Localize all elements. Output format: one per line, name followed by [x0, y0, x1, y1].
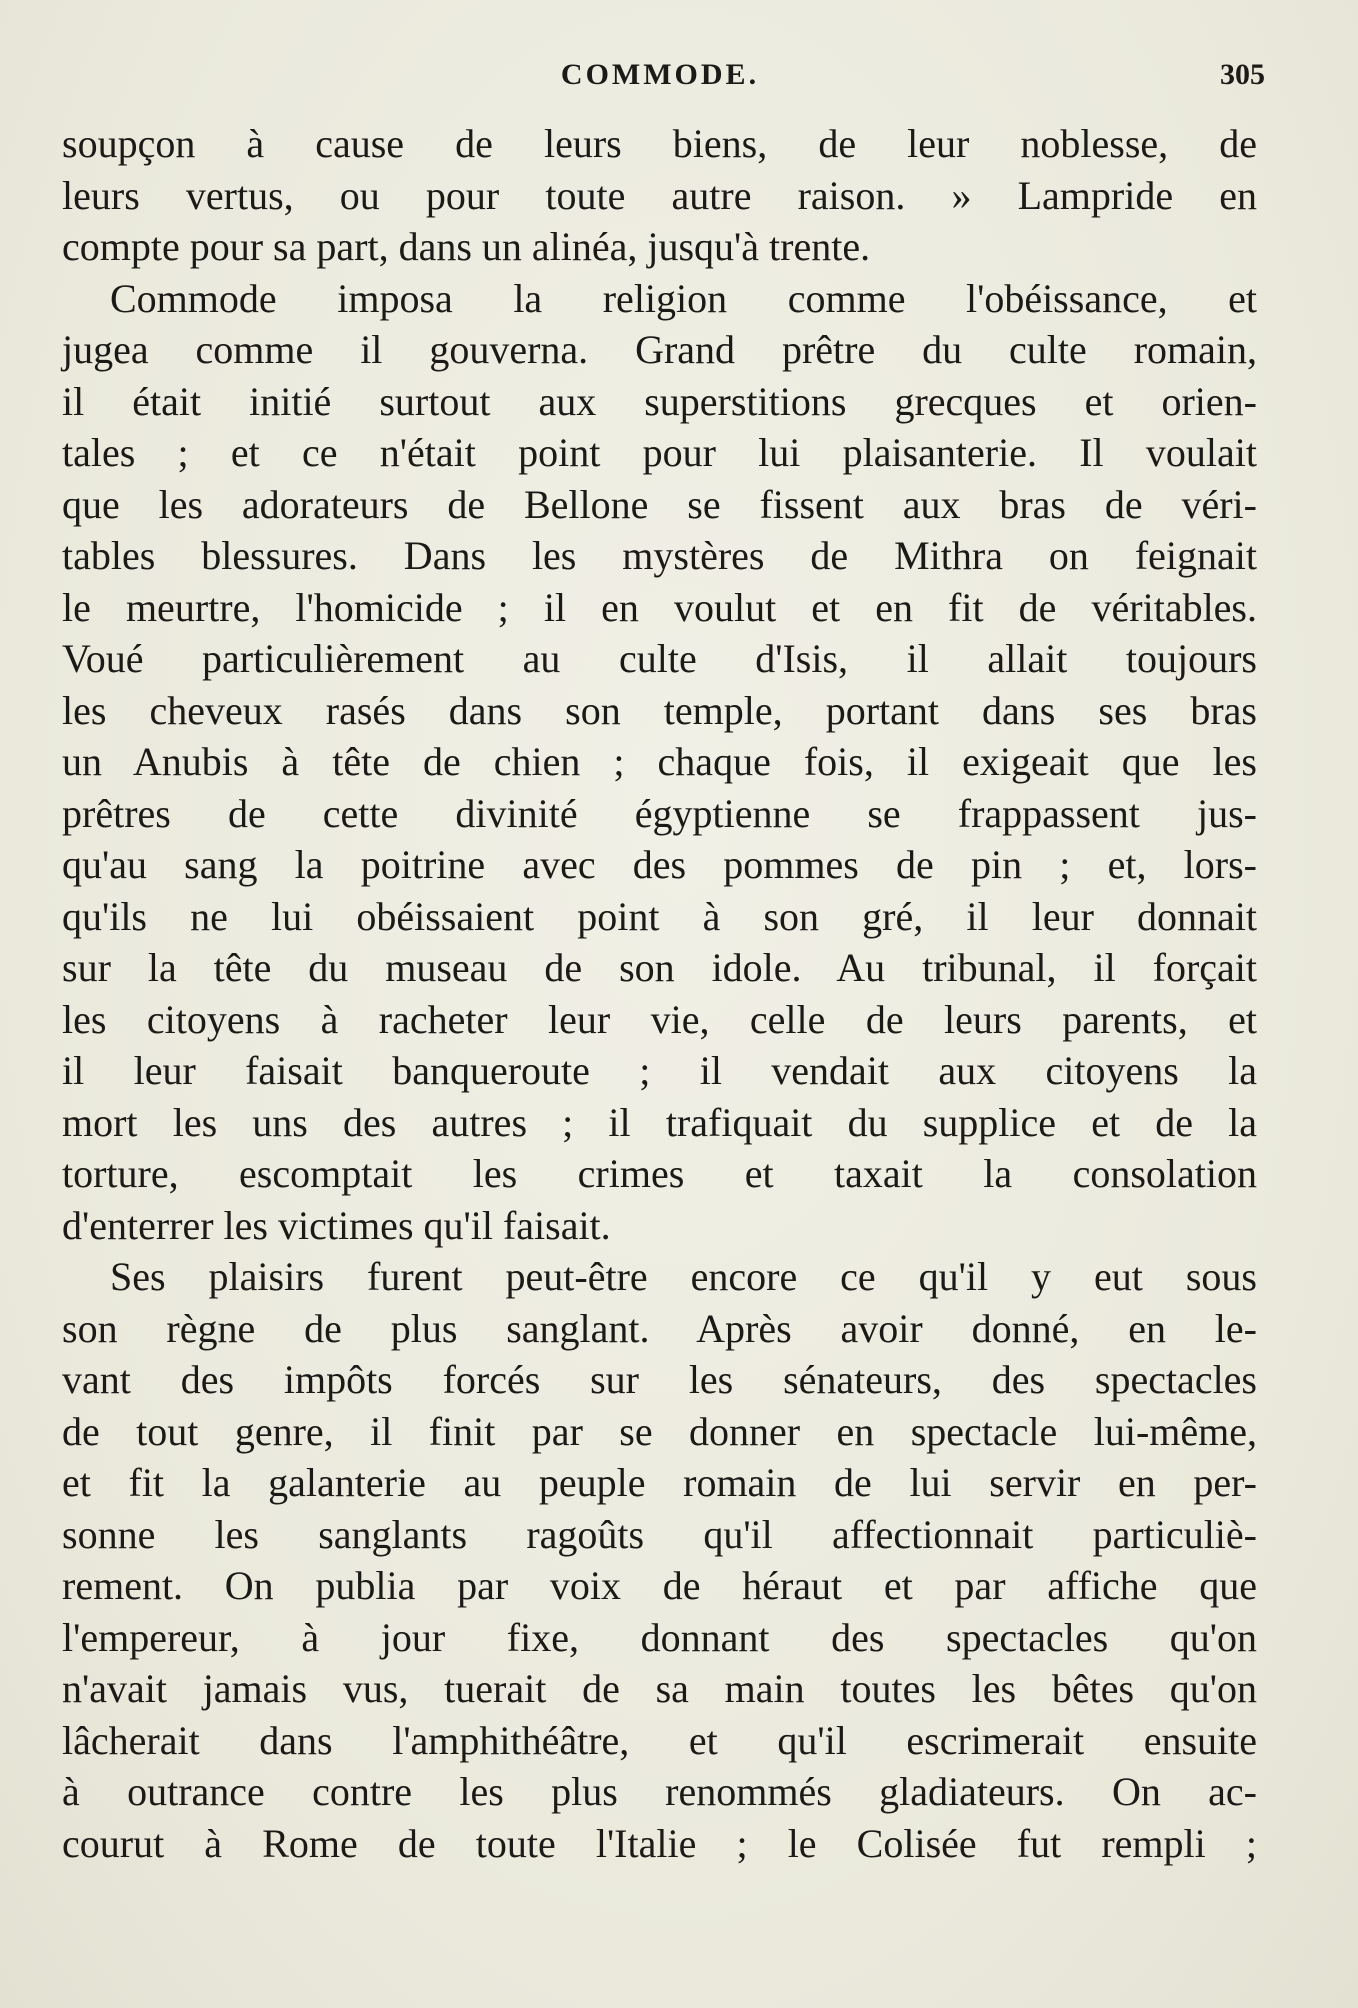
text-line: et fit la galanterie au peuple romain de lui servir en per-: [62, 1460, 1257, 1505]
text-line: qu'au sang la poitrine avec des pommes de pin ; et, lors-: [62, 842, 1257, 887]
text-line: jugea comme il gouverna. Grand prêtre du culte romain,: [62, 327, 1257, 372]
text-line: leurs vertus, ou pour toute autre raison. » Lampride en: [62, 172, 1257, 218]
text-line: lâcherait dans l'amphithéâtre, et qu'il escrimerait ensuite: [62, 1717, 1257, 1763]
text-line: courut à Rome de toute l'Italie ; le Colisée fut rempli ;: [62, 1820, 1257, 1866]
page-number: 305: [1220, 58, 1265, 91]
text-line: Voué particulièrement au culte d'Isis, il allait toujours: [62, 636, 1257, 681]
text-line: le meurtre, l'homicide ; il en voulut et en fit de véritables.: [62, 584, 1257, 630]
running-title: COMMODE.: [560, 58, 760, 91]
text-line: de tout genre, il finit par se donner en spectacle lui-même,: [62, 1408, 1257, 1454]
text-line: son règne de plus sanglant. Après avoir donné, en le-: [62, 1305, 1257, 1351]
text-line: les citoyens à racheter leur vie, celle de leurs parents, et: [62, 996, 1257, 1042]
text-line: sur la tête du museau de son idole. Au tribunal, il forçait: [62, 945, 1257, 990]
body-text: [62, 118, 1257, 1869]
text-line: tables blessures. Dans les mystères de Mithra on feignait: [62, 533, 1257, 578]
text-line: compte pour sa part, dans un alinéa, jusqu'à trente.: [62, 224, 871, 269]
text-line: n'avait jamais vus, tuerait de sa main toutes les bêtes qu'on: [62, 1666, 1257, 1711]
text-line: rement. On publia par voix de héraut et par affiche que: [62, 1563, 1257, 1608]
text-line: prêtres de cette divinité égyptienne se frappassent jus-: [62, 790, 1257, 836]
text-line: mort les uns des autres ; il trafiquait du supplice et de la: [62, 1099, 1257, 1145]
text-line: tales ; et ce n'était point pour lui plaisanterie. Il voulait: [62, 430, 1257, 475]
text-line: qu'ils ne lui obéissaient point à son gré, il leur donnait: [62, 893, 1257, 939]
text-line: il était initié surtout aux superstitions grecques et orien-: [62, 378, 1257, 424]
text-line: sonne les sanglants ragoûts qu'il affectionnait particuliè-: [62, 1511, 1257, 1557]
paragraph-start-line: Commode imposa la religion comme l'obéissance, et: [110, 275, 1257, 321]
text-line: d'enterrer les victimes qu'il faisait.: [62, 1202, 611, 1248]
text-line: vant des impôts forcés sur les sénateurs, des spectacles: [62, 1357, 1257, 1402]
text-line: les cheveux rasés dans son temple, portant dans ses bras: [62, 687, 1257, 733]
paragraph-start-line: Ses plaisirs furent peut-être encore ce qu'il y eut sous: [110, 1254, 1257, 1299]
text-line: que les adorateurs de Bellone se fissent aux bras de véri-: [62, 481, 1257, 527]
text-line: un Anubis à tête de chien ; chaque fois, il exigeait que les: [62, 739, 1257, 784]
page-header: [60, 58, 1265, 98]
text-line: à outrance contre les plus renommés gladiateurs. On ac-: [62, 1769, 1257, 1814]
text-line: torture, escomptait les crimes et taxait la consolation: [62, 1151, 1257, 1196]
text-line: il leur faisait banqueroute ; il vendait aux citoyens la: [62, 1048, 1257, 1093]
text-line: soupçon à cause de leurs biens, de leur noblesse, de: [62, 121, 1257, 166]
text-line: l'empereur, à jour fixe, donnant des spectacles qu'on: [62, 1614, 1257, 1660]
